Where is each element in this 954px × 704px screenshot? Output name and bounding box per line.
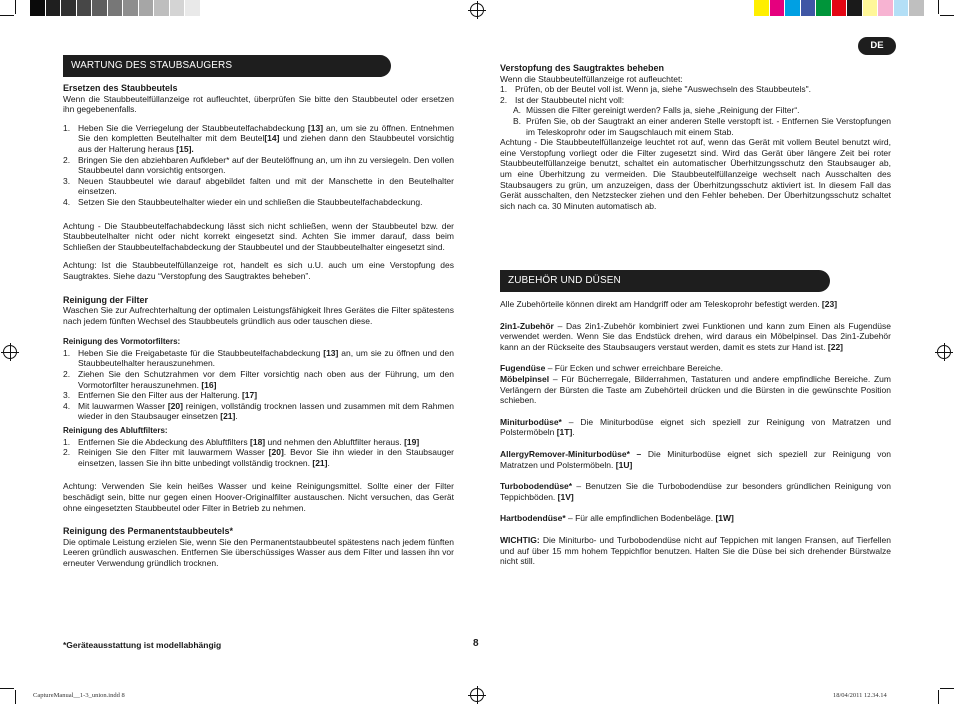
registration-mark-left [3,345,17,359]
footer-timestamp: 18/04/2011 12.34.14 [833,692,887,699]
page-number: 8 [473,638,479,649]
list-item-number: 2. [63,369,71,380]
color-swatch [123,0,139,16]
list-item [63,447,454,468]
list-item-number: 3. [63,175,71,186]
exhaust-filter-steps [63,437,454,469]
pre-motor-filter-title: Reinigung des Vormotorfilters: [63,337,181,347]
accessory-turbo-nozzle: Turbobodendüse* – Benutzen Sie die Turbobodendüse zur besonders gründlichen Reinigung von Teppichböden. [1V] [500,481,891,502]
color-swatch [801,0,817,16]
list-item-text: Bringen Sie den abziehbaren Aufkleber* auf der Beutelöffnung an, um ihn zu versiegeln. Den vollen Staubbeutel dann vorsichtig entsorgen. [78,154,454,176]
color-swatch [785,0,801,16]
left-column [63,83,454,569]
bag-note-2: Achtung: Ist die Staubbeutelfüllanzeige rot, handelt es sich u.U. auch um eine Verstopfung des Saugtraktes. Siehe dazu “Verstopfung des Saugtraktes beheben”. [63,260,454,281]
list-item-text: Müssen die Filter gereinigt werden? Falls ja, siehe „Reinigung der Filter“. [526,105,800,116]
grayscale-bar [30,0,216,16]
list-item-text: Mit lauwarmen Wasser [20] reinigen, vollständig trocknen lassen und zusammen mit dem Rahmen wieder in den Staubsauger einsetzen [21]. [78,400,454,422]
list-item [63,401,454,422]
section-header-maintenance: WARTUNG DES STAUBSAUGERS [63,55,391,77]
list-item-text: Heben Sie die Verriegelung der Staubbeutelfachabdeckung [13] an, um sie zu öffnen. Entnehmen Sie den kompletten Beutelhalter mit dem Beutel[14] und ziehen dann den Staubbeutel vorsichtig aus der Halterung heraus [15]. [78,122,454,154]
color-swatch [185,0,201,16]
list-item [63,155,454,176]
color-swatch [894,0,910,16]
list-item-number: 2. [63,154,71,165]
important-note: WICHTIG: Die Miniturbo- und Turbobodendüse nicht auf Teppichen mit langen Fransen, auf Tierfellen und auf über 15 mm hohem Teppichflor benutzen. Halten Sie die Düse bei sich drehender Bürstwalze nicht still. [500,534,891,567]
permanent-bag-text: Die optimale Leistung erzielen Sie, wenn Sie den Permanentstaubbeutel spätestens nach jedem fünften Leeren gründlich auswaschen. Entfernen Sie überschüssiges Wasser aus dem Filter und lassen ihn vor erneuter Verwendung gründlich trocknen. [63,536,454,568]
list-item [513,116,891,137]
blockage-steps [500,84,891,105]
list-item-text: Heben Sie die Freigabetaste für die Staubbeutelfachabdeckung [13] an, um sie zu öffnen und den Staubbeutelhalter herauszunehmen. [78,347,454,369]
accessory-allergy-remover: AllergyRemover-Miniturbodüse* – Die Miniturbodüse eignet sich speziell zur Reinigung von Matratzen und Polstermöbeln. [1U] [500,448,891,470]
color-swatch [139,0,155,16]
list-item-text: Ziehen Sie den Schutzrahmen vor dem Filter vorsichtig nach oben aus der Führung, um den Vormotorfilter herauszunehmen. [16] [78,369,454,390]
pre-motor-filter-steps [63,348,454,422]
list-item-text: Neuen Staubbeutel wie darauf abgebildet falten und mit der Manschette in den Beutelhalter einsetzen. [78,175,454,197]
filter-note: Achtung: Verwenden Sie kein heißes Wasser und keine Reinigungsmittel. Sollte einer der Filter beschädigt sein, bitte nur gegen einen Hoover-Originalfilter austauschen. Nicht versuchen, das Gerät ohne eingesetzten Staubbeutel oder Filter in Betrieb zu nehmen. [63,481,454,513]
list-item-text: Entfernen Sie den Filter aus der Halterung. [17] [78,390,258,401]
list-item-number: 1. [63,347,71,358]
color-swatch [154,0,170,16]
list-item [63,369,454,390]
list-item-number: 1. [63,122,71,133]
list-item-number: 1. [500,84,508,95]
list-item [63,390,454,401]
color-swatch [77,0,93,16]
color-swatch [170,0,186,16]
color-swatch [201,0,217,16]
crop-mark [940,688,954,689]
accessory-dusting-brush: Möbelpinsel – Für Bücherregale, Bilderrahmen, Tastaturen und andere empfindliche Bereiche. Zum Verlängern der Bürsten die Taste am Zubehörteil drücken und die Bürsten in die gewünschte Position schieben. [500,373,891,406]
accessory-mini-turbo: Miniturbodüse* – Die Miniturbodüse eignet sich speziell zur Reinigung von Matratzen und Polstermöbeln [1T]. [500,416,891,438]
crop-mark [15,690,16,704]
color-swatch [878,0,894,16]
color-swatch [847,0,863,16]
crop-mark [938,690,939,704]
list-item [63,197,454,208]
color-swatch [754,0,770,16]
list-item-text: Reinigen Sie den Filter mit lauwarmem Wasser [20]. Bevor Sie ihn wieder in den Staubsauger einsetzen, lassen Sie ihn bitte unbedingt vollständig trocknen. [21]. [78,447,454,468]
color-swatch [909,0,925,16]
blockage-intro: Wenn die Staubbeutelfüllanzeige rot aufleuchtet: [500,73,683,84]
list-item [500,95,891,106]
accessory-2in1: 2in1-Zubehör – Das 2in1-Zubehör kombiniert zwei Funktionen und kann zum Einen als Fugendüse verwendet werden. Wenn Sie das Endstück drehen, wird daraus ein Möbelpinsel. Das 2in1-Zubehör kann an der Rückseite des Staubsaugers verstaut werden, damit es stets zur Hand ist. [22] [500,320,891,352]
list-item-number: 4. [63,196,71,207]
list-item [500,84,891,95]
registration-mark-top [470,3,484,17]
color-swatch [92,0,108,16]
color-swatch [108,0,124,16]
blockage-substeps [500,105,891,137]
bag-note-1: Achtung - Die Staubbeutelfachabdeckung lässt sich nicht schließen, wenn der Staubbeutel bzw. der Staubbeutelhalter nicht oder nicht korrekt eingesetzt sind. Achten Sie immer darauf, dass beim Schließen der Staubbeutelfachabdeckung der Staubbeutel und der Staubbeutelhalter eingesetzt sind. [63,220,454,252]
blockage-note: Achtung - Die Staubbeutelfüllanzeige leuchtet rot auf, wenn das Gerät mit vollem Beutel benutzt wird, eine Verstopfung vorliegt oder die Filter zugesetzt sind. Wird das Gerät über längere Zeit bei roter Staubbeutelfüllanzeige benutzt, schaltet ein automatischer Überhitzungsschutz den Staubsauger ab, um eine Überhitzung zu vermeiden. Die Staubbeutelfüllanzeige wechselt nach Ausschalten des Staubsaugers zu grün, um anzuzeigen, dass der Überhitzungsschutz aktiviert ist. In diesem Fall das Gerät ausschalten, den Netzstecker ziehen und den Fehler beheben. Der Überhitzungsschutz schaltet sich nach ca. 30 Minuten automatisch ab. [500,137,891,211]
list-item-text: Prüfen, ob der Beutel voll ist. Wenn ja, siehe "Auswechseln des Staubbeutels". [515,84,811,95]
filter-intro: Waschen Sie zur Aufrechterhaltung der optimalen Leistungsfähigkeit Ihres Gerätes die Filter spätestens nach jedem fünften Wechsel des Staubbeutels gründlich aus oder tauschen diese. [63,305,454,326]
registration-mark-right [937,345,951,359]
list-item [63,437,454,448]
color-swatch [863,0,879,16]
bag-title: Ersetzen des Staubbeutels [63,83,178,93]
list-item-number: 4. [63,400,71,411]
crop-mark [0,688,14,689]
list-item [513,105,891,116]
color-swatch [816,0,832,16]
list-item-text: Setzen Sie den Staubbeutelhalter wieder ein und schließen die Staubbeutelfachabdeckung. [78,196,423,207]
bag-intro: Wenn die Staubbeutelfüllanzeige rot aufleuchtet, überprüfen Sie bitte den Staubbeutel oder ersetzen ihn gegebenenfalls. [63,93,454,115]
footer-file-name: CaptureManual__1-3_union.indd 8 [33,692,125,699]
list-item-number: 2. [500,94,508,105]
list-item [63,176,454,197]
color-swatch [770,0,786,16]
crop-mark [15,0,16,14]
exhaust-filter-title: Reinigung des Abluftfilters: [63,426,168,436]
permanent-bag-title: Reinigung des Permanentstaubbeutels* [63,526,234,537]
language-badge: DE [858,37,896,55]
list-item-number: 3. [63,390,71,401]
crop-mark [940,15,954,16]
section-header-accessories: ZUBEHÖR UND DÜSEN [500,270,830,292]
color-swatch [46,0,62,16]
footnote: *Geräteausstattung ist modellabhängig [63,640,222,650]
list-item-number: A. [513,105,522,116]
color-swatch [30,0,46,16]
bag-steps [63,123,454,208]
list-item-number: 1. [63,436,71,447]
filter-title: Reinigung der Filter [63,294,149,305]
list-item-text: Entfernen Sie die Abdeckung des Abluftfilters [18] und nehmen den Abluftfilter heraus. [19] [78,436,420,447]
list-item-text: Ist der Staubbeutel nicht voll: [515,94,625,105]
crop-mark [0,15,14,16]
color-bar [754,0,925,16]
right-column-accessories [500,299,891,567]
accessories-intro: Alle Zubehörteile können direkt am Handgriff oder am Teleskoprohr befestigt werden. [23] [500,299,838,309]
color-swatch [832,0,848,16]
list-item-text: Prüfen Sie, ob der Saugtrakt an einer anderen Stelle verstopft ist. - Entfernen Sie Verstopfungen im Teleskoprohr oder im Saugschlauch mit einem Stab. [526,115,891,137]
accessory-crevice: Fugendüse – Für Ecken und schwer erreichbare Bereiche. [500,363,723,374]
list-item [63,123,454,155]
list-item [63,348,454,369]
list-item-number: B. [513,115,522,126]
color-swatch [61,0,77,16]
list-item-number: 2. [63,447,71,458]
registration-mark-bottom [470,688,484,702]
accessory-hard-floor: Hartbodendüse* – Für alle empfindlichen Bodenbeläge. [1W] [500,513,734,524]
right-column-top [500,63,891,211]
crop-mark [938,0,939,14]
blockage-title: Verstopfung des Saugtraktes beheben [500,63,665,73]
